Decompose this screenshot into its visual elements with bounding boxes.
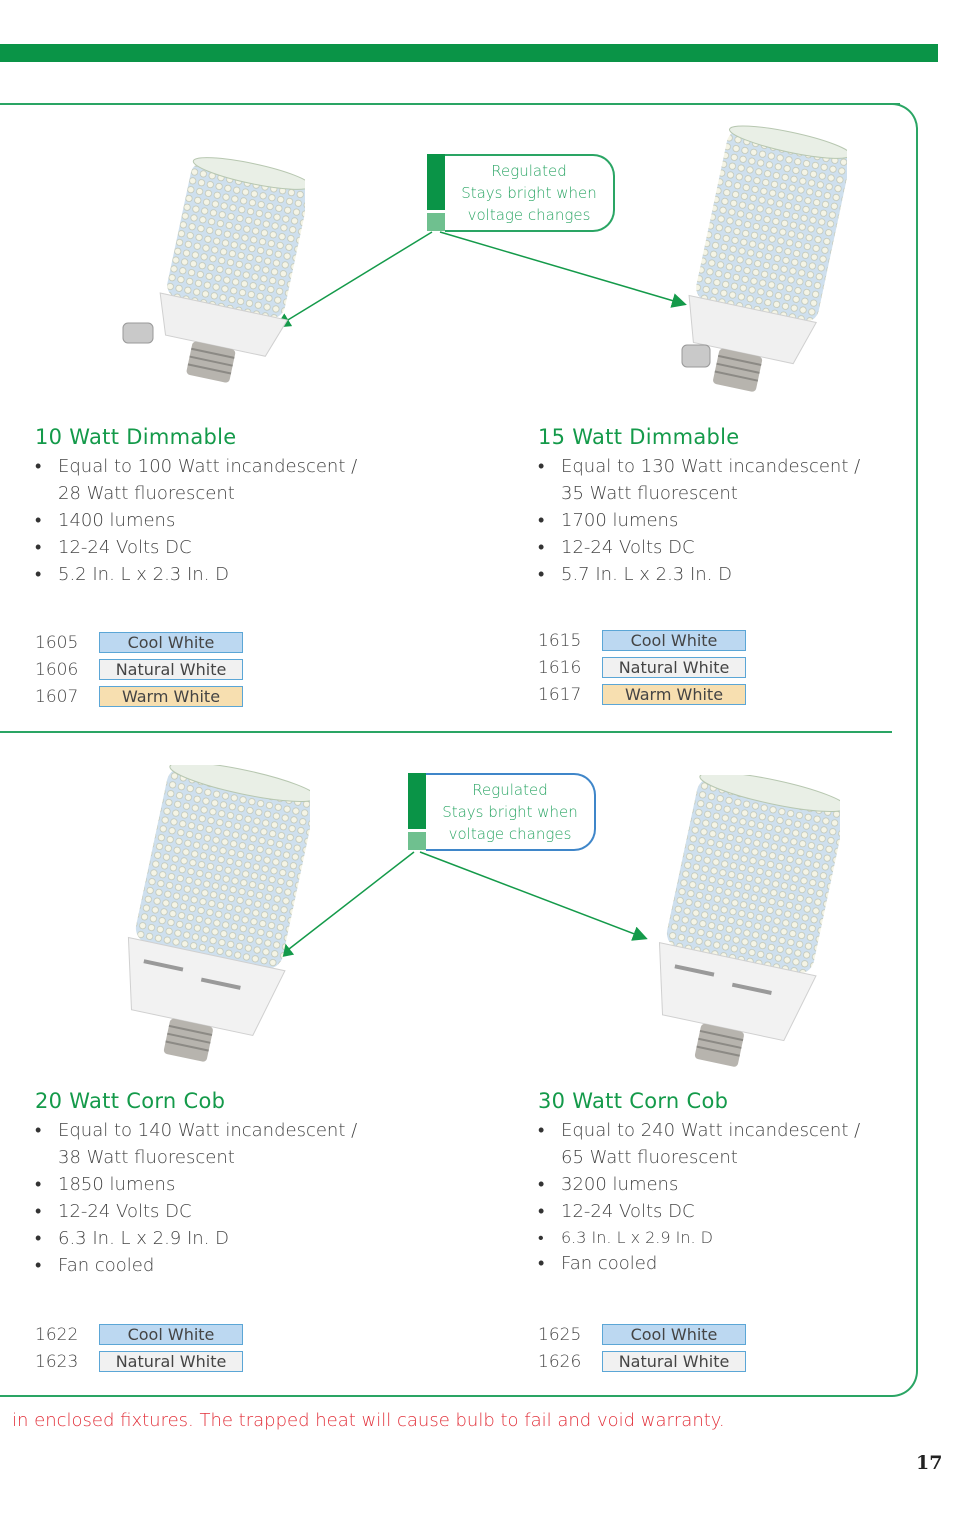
sku-row (35, 683, 243, 710)
sku-list-30w (538, 1321, 746, 1375)
sku-number: 1625 (538, 1324, 582, 1345)
sku-list-20w (35, 1321, 243, 1375)
sku-row (538, 654, 746, 681)
spec-item-continued: 28 Watt fluorescent (58, 483, 235, 504)
spec-item: • 1400 lumens (35, 507, 455, 534)
color-chip-warm: Warm White (602, 684, 746, 705)
sku-row (538, 627, 746, 654)
spec-list (35, 1117, 455, 1279)
spec-item: • 6.3 In. L x 2.9 In. D (35, 1225, 455, 1252)
spec-item-continued: 38 Watt fluorescent (58, 1147, 235, 1168)
sku-number: 1616 (538, 657, 582, 678)
sku-row (35, 1348, 243, 1375)
spec-item: • Fan cooled (538, 1250, 958, 1277)
color-chip-cool: Cool White (99, 632, 243, 653)
product-title: 30 Watt Corn Cob (538, 1089, 729, 1113)
bulb-20w-image (115, 765, 310, 1070)
sku-row (538, 681, 746, 708)
spec-item: • 12-24 Volts DC (538, 1198, 958, 1225)
color-chip-warm: Warm White (99, 686, 243, 707)
spec-item: • Equal to 130 Watt incandescent / (538, 453, 958, 480)
callout-line: Stays bright when (442, 803, 578, 821)
spec-item: • 6.3 In. L x 2.9 In. D (538, 1225, 958, 1250)
color-chip-cool: Cool White (602, 1324, 746, 1345)
color-chip-cool: Cool White (602, 630, 746, 651)
header-green-bar (0, 44, 938, 62)
callout-line: Regulated (491, 162, 567, 180)
product-10w-dimmable (35, 423, 455, 588)
product-title: 15 Watt Dimmable (538, 425, 740, 449)
sku-number: 1607 (35, 686, 79, 707)
spec-item: • Equal to 140 Watt incandescent / (35, 1117, 455, 1144)
page-number: 17 (916, 1452, 943, 1474)
spec-item: • 12-24 Volts DC (538, 534, 958, 561)
sku-row (538, 1321, 746, 1348)
sku-number: 1617 (538, 684, 582, 705)
callout-line: Regulated (472, 781, 548, 799)
sku-row (35, 629, 243, 656)
regulated-callout-bottom (408, 773, 596, 851)
product-20w-corn-cob (35, 1087, 455, 1279)
section-divider (0, 731, 892, 733)
spec-item: • 5.2 In. L x 2.3 In. D (35, 561, 455, 588)
sku-list-15w (538, 627, 746, 708)
sku-number: 1606 (35, 659, 79, 680)
spec-item: • Equal to 240 Watt incandescent / (538, 1117, 958, 1144)
regulated-callout-top (427, 154, 615, 232)
product-title: 10 Watt Dimmable (35, 425, 237, 449)
spec-item: • Fan cooled (35, 1252, 455, 1279)
sku-row (538, 1348, 746, 1375)
sku-number: 1615 (538, 630, 582, 651)
spec-item: • 1850 lumens (35, 1171, 455, 1198)
callout-line: voltage changes (448, 825, 572, 843)
product-title: 20 Watt Corn Cob (35, 1089, 226, 1113)
sku-number: 1623 (35, 1351, 79, 1372)
bulb-15w-image (672, 125, 847, 405)
product-30w-corn-cob (538, 1087, 958, 1277)
sku-row (35, 656, 243, 683)
color-chip-natural: Natural White (602, 1351, 746, 1372)
spec-item: • Equal to 100 Watt incandescent / (35, 453, 455, 480)
spec-item: • 1700 lumens (538, 507, 958, 534)
spec-list (538, 453, 958, 588)
product-15w-dimmable (538, 423, 958, 588)
sku-number: 1626 (538, 1351, 582, 1372)
callout-line: voltage changes (467, 206, 591, 224)
callout-line: Stays bright when (461, 184, 597, 202)
sku-number: 1622 (35, 1324, 79, 1345)
spec-item-continued: 65 Watt fluorescent (561, 1147, 738, 1168)
color-chip-natural: Natural White (602, 657, 746, 678)
bulb-10w-image (115, 155, 305, 400)
heat-warning-text: in enclosed fixtures. The trapped heat will cause bulb to fail and void warranty. (12, 1410, 725, 1431)
spec-list (538, 1117, 958, 1277)
sku-number: 1605 (35, 632, 79, 653)
spec-item: • 12-24 Volts DC (35, 1198, 455, 1225)
spec-list (35, 453, 455, 588)
frame-top-border (0, 103, 900, 105)
spec-item: • 3200 lumens (538, 1171, 958, 1198)
color-chip-natural: Natural White (99, 1351, 243, 1372)
spec-item-continued: 35 Watt fluorescent (561, 483, 738, 504)
sku-list-10w (35, 629, 243, 710)
sku-row (35, 1321, 243, 1348)
color-chip-cool: Cool White (99, 1324, 243, 1345)
spec-item: • 12-24 Volts DC (35, 534, 455, 561)
spec-item: • 5.7 In. L x 2.3 In. D (538, 561, 958, 588)
bulb-30w-image (645, 775, 840, 1075)
color-chip-natural: Natural White (99, 659, 243, 680)
